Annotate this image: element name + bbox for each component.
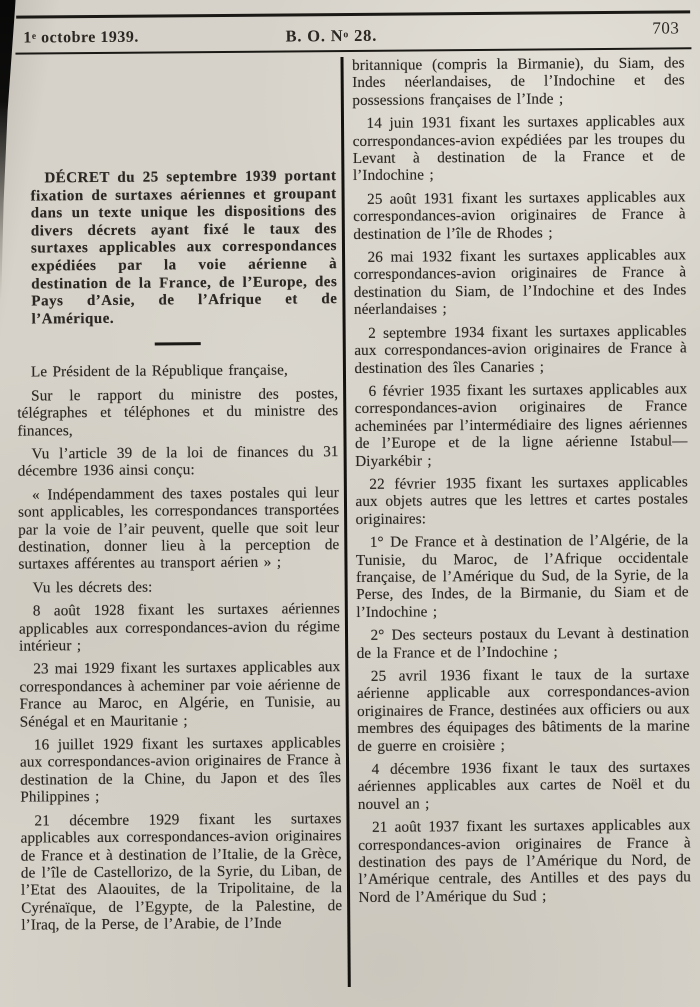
body-paragraph: 23 mai 1929 fixant les surtaxes applicables aux correspondances à acheminer par voie aérienne de France au Maroc, en Algérie, en Tunisie, au Sénégal et en Mauritanie ;	[19, 658, 341, 731]
body-paragraph: 26 mai 1932 fixant les surtaxes applicables aux correspondances-avion originaires de France à destination du Siam, de l’Indochine et des Indes néerlandaises ;	[353, 246, 687, 319]
header-page-number: 703	[652, 18, 680, 38]
body-paragraph: 4 décembre 1936 fixant le taux des surtaxes aériennes applicables aux cartes de Noël et du nouvel an ;	[357, 758, 691, 813]
issue-ordinal: o	[343, 29, 350, 41]
header-bottom-rule	[15, 47, 691, 54]
body-paragraph: 2° Des secteurs postaux du Levant à destination de la France et de l’Indochine ;	[356, 624, 690, 662]
body-paragraph: 25 avril 1936 fixant le taux de la surtaxe aérienne applicable aux correspondances-avion originaires de France, destinées aux officiers ou aux membres des équipages des bâtiments de la marine de guerre en croisière ;	[356, 665, 690, 755]
left-column	[15, 57, 343, 940]
body-paragraph: 6 février 1935 fixant les surtaxes applicables aux correspondances-avion originaires de France acheminées par l’intermédiaire des lignes aériennes de l’Europe et de la ligne aérienne Istabul—Diyarkébir ;	[354, 380, 688, 470]
body-paragraph: Vu les décrets des:	[32, 578, 153, 597]
header-date-number: 1	[23, 29, 32, 47]
title-separator-rule	[154, 343, 200, 346]
left-column-paragraphs	[17, 361, 342, 934]
body-paragraph: 21 août 1937 fixant les surtaxes applicables aux correspondances-avion originaires de France à destination des pays de l’Amérique du Nord, de l’Amérique centrale, des Antilles et des pays du Nord de l’Amérique du Sud ;	[358, 816, 692, 906]
decree-title: DÉCRET du 25 septembre 1939 portant fixation de surtaxes aériennes et groupant dans un texte unique les dispositions des divers décrets ayant fixé le taux des surtaxes applicables aux correspondances expédiées par la voie aérienne à destination de la France, de l’Europe, des Pays d’Asie, de l’Afrique et de l’Amérique.	[30, 168, 338, 328]
body-paragraph: 16 juillet 1929 fixant les surtaxes applicables aux correspondances-avion originaires de France à destination de la Chine, du Japon et des îles Philippines ;	[19, 734, 342, 806]
body-paragraph: « Indépendamment des taxes postales qui leur sont applicables, les correspondances transportées par la voie de l’air peuvent, quelle que soit leur destination, donner lieu à la perception de surtaxes afférentes au transport aérien » ;	[17, 483, 340, 574]
issue-rest: 28.	[349, 25, 378, 45]
header-top-rule	[16, 10, 690, 18]
right-column	[352, 54, 691, 912]
body-paragraph: 25 août 1931 fixant les surtaxes applicables aux correspondances-avion originaires de France à destination de l’île de Rhodes ;	[353, 188, 686, 243]
body-paragraph: 8 août 1928 fixant les surtaxes aériennes applicables aux correspondances-avion du régime intérieur ;	[18, 600, 341, 655]
body-paragraph: 1° De France et à destination de l’Algérie, de la Tunisie, du Maroc, de l’Afrique occidentale française, de l’Amérique du Sud, de la Syrie, de la Perse, des Indes, de la Birmanie, du Siam et de l’Indochine ;	[355, 531, 689, 621]
body-paragraph: Le Président de la République française,	[30, 361, 288, 381]
two-column-body	[0, 54, 700, 1007]
body-paragraph: 2 septembre 1934 fixant les surtaxes applicables aux correspondances-avion originaires de France à destination des îles Canaries ;	[354, 322, 687, 377]
column-divider-rule	[340, 57, 350, 987]
body-paragraph: 21 décembre 1929 fixant les surtaxes applicables aux correspondances-avion originaires de France et à destination de l’Italie, de la Grèce, de l’île de Castellorizo, de la Syrie, du Liban, de l’Etat des Alaouites, de la Tripolitaine, de la Cyrénaïque, de l’Egypte, de la Palestine, de l’Iraq, de la Perse, de l’Arabie, de l’Inde	[20, 809, 343, 934]
body-paragraph: Vu l’article 39 de la loi de finances du 31 décembre 1936 ainsi conçu:	[17, 443, 339, 480]
body-paragraph: 22 février 1935 fixant les surtaxes applicables aux objets autres que les lettres et cartes postales originaires:	[355, 473, 689, 528]
header-issue-number	[0, 23, 696, 49]
body-paragraph: 14 juin 1931 fixant les surtaxes applicables aux correspondances-avion expédiées par les troupes du Levant à destination de la France et de l’Indochine ;	[352, 112, 686, 185]
body-paragraph: Sur le rapport du ministre des postes, télégraphes et téléphones et du ministre des finances,	[17, 384, 339, 440]
issue-prefix: B. O. N	[285, 26, 344, 46]
header-date-rest: octobre 1939.	[36, 28, 139, 47]
header-date-ordinal: e	[31, 30, 37, 42]
body-paragraph: britannique (compris la Birmanie), du Siam, des Indes néerlandaises, de l’Indochine et des possessions françaises de l’Inde ;	[351, 54, 685, 109]
